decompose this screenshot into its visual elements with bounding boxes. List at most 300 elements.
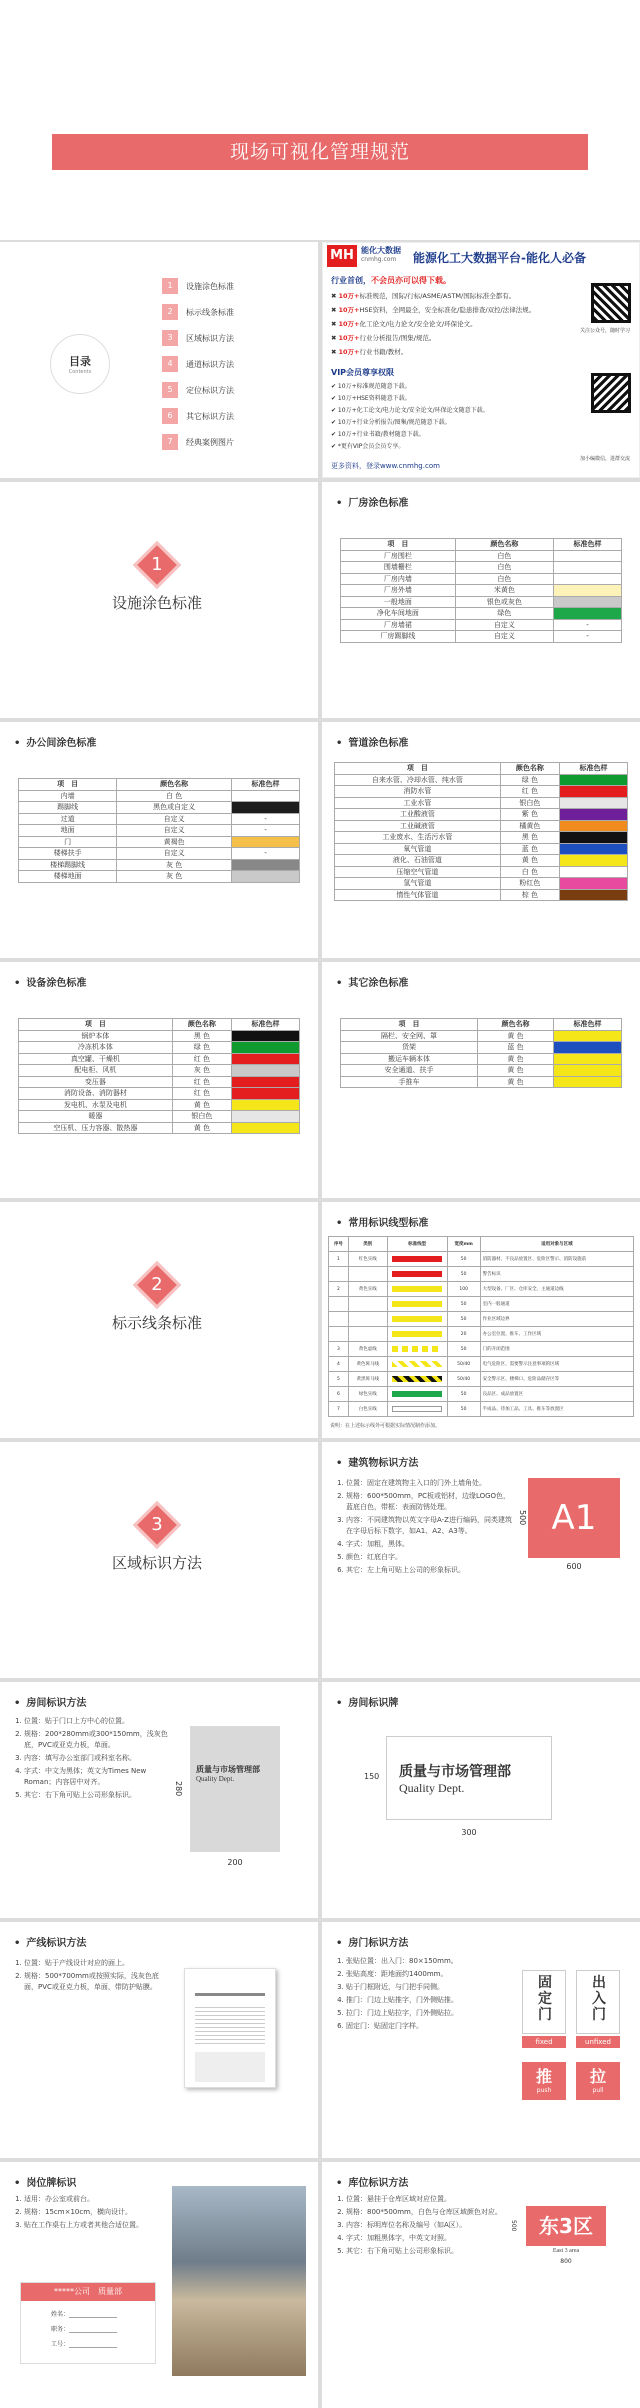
desc-item: 4. 字式：中文为黑体；英文为Times New Roman；内容居中对齐。: [24, 1766, 172, 1788]
desc-item: 2. 张贴高度：距地面约1400mm。: [346, 1969, 514, 1980]
item-cell: 工业碱液管: [335, 820, 501, 832]
desc-item: 2. 规格：200*280mm或300*150mm，浅灰色底，PVC或亚克力板，单面。: [24, 1729, 172, 1751]
item-cell: 围墙栅栏: [341, 562, 456, 574]
other-slide: [322, 962, 640, 1198]
color-name-cell: 黄 色: [477, 1076, 553, 1088]
logo-sub: cnmhg.com: [361, 256, 397, 263]
desc-item: 3. 内容：标明库位名称及编号（如A区）。: [346, 2220, 514, 2231]
door-desc: [334, 1956, 514, 2034]
building-heading: • 建筑物标识方法: [336, 1454, 418, 1469]
other-heading: • 其它涂色标准: [336, 974, 408, 989]
cover-slide: [0, 0, 640, 240]
color-swatch: [232, 859, 300, 871]
divider-slide-2: [0, 1202, 318, 1438]
zone-sign-sub: East 3 area: [552, 2248, 580, 2254]
color-swatch: [560, 843, 628, 855]
divider-3-title: 区域标识方法: [112, 1554, 203, 1572]
line-cell: 3: [329, 1342, 349, 1357]
desc-item: 2. 规格：800*500mm，白色与仓库区域颜色对应。: [346, 2207, 514, 2218]
table-row: [329, 1402, 634, 1417]
line-width-cell: 50: [447, 1342, 480, 1357]
line-sample: [387, 1372, 447, 1387]
table-row: [341, 631, 622, 643]
color-swatch: [560, 866, 628, 878]
post-slide: [0, 2162, 318, 2408]
qr-code-2: [591, 373, 631, 413]
table-row: [341, 550, 622, 562]
zone-sign-width: 800: [560, 2258, 572, 2265]
item-cell: 楼梯地面: [19, 871, 117, 883]
divider-2-number: 2: [151, 1274, 163, 1295]
divider-slide-3: [0, 1442, 318, 1678]
toc-item-number: 2: [162, 304, 178, 320]
line-cell: 黄色虚线: [348, 1342, 387, 1357]
table-row: [329, 1267, 634, 1282]
line-swatch: [392, 1316, 442, 1322]
pipe-heading: • 管道涂色标准: [336, 734, 408, 749]
prodline-slide: [0, 1922, 318, 2158]
table-header: 项 目: [341, 539, 456, 551]
table-row: [335, 878, 628, 890]
color-swatch: [232, 1076, 300, 1088]
color-name-cell: 黄褐色: [117, 836, 232, 848]
item-cell: 惰性气体管道: [335, 889, 501, 901]
item-cell: 空压机、压力容器、散热器: [19, 1122, 173, 1134]
ad-line: ✖ 10万+行业分析报告/图集/规范。: [331, 334, 436, 342]
color-name-cell: 红 色: [500, 786, 559, 798]
color-name-cell: 白色: [455, 550, 553, 562]
zone-heading: • 库位标识方法: [336, 2174, 408, 2189]
table-row: [341, 562, 622, 574]
toc-item-number: 7: [162, 434, 178, 450]
desc-item: 2. 规格：500*700mm或按照实际，浅灰色底面，PVC或亚克力板，单面，带防护贴膜。: [24, 1971, 172, 1993]
color-swatch: [560, 832, 628, 844]
vip-line: ✔ 10万+行业书籍/教材随意下载。: [331, 431, 425, 438]
roomplate-sign: [386, 1736, 552, 1820]
item-cell: 消防水管: [335, 786, 501, 798]
post-card-title: *****公司 质量部: [21, 2283, 155, 2301]
item-cell: 氢气管道: [335, 878, 501, 890]
color-name-cell: 黑色或自定义: [117, 802, 232, 814]
line-sample: [387, 1267, 447, 1282]
divider-2-title: 标示线条标准: [112, 1314, 203, 1332]
color-name-cell: 绿 色: [172, 1042, 231, 1054]
color-name-cell: 蓝 色: [500, 843, 559, 855]
color-swatch: [554, 1042, 622, 1054]
equip-color-table: [18, 1018, 300, 1134]
roomplate-slide: [322, 1682, 640, 1918]
desc-item: 4. 字式：加粗黑体字，中英文对照。: [346, 2233, 514, 2244]
table-header: 类别: [348, 1237, 387, 1252]
line-swatch: [392, 1301, 442, 1307]
line-use-cell: 警告标识: [480, 1267, 633, 1282]
item-cell: 厂房踢脚线: [341, 631, 456, 643]
table-row: [19, 1111, 300, 1123]
table-row: [329, 1282, 634, 1297]
logo-mark: MH: [327, 245, 357, 267]
ad-line: ✖ 10万+标准规范，国际/行标/ASME/ASTM/国际标准全都有。: [331, 292, 516, 300]
line-swatch: [392, 1331, 442, 1337]
equip-slide: [0, 962, 318, 1198]
table-row: [19, 825, 300, 837]
toc-heading-en: Contents: [68, 369, 92, 375]
table-row: [335, 786, 628, 798]
color-name-cell: 白色: [455, 573, 553, 585]
table-header: 标准色样: [560, 763, 628, 775]
line-cell: [348, 1312, 387, 1327]
toc-item-label: 区域标识方法: [186, 334, 234, 343]
item-cell: 暖器: [19, 1111, 173, 1123]
color-swatch: -: [554, 631, 622, 643]
item-cell: 手推车: [341, 1076, 478, 1088]
post-field-id: 工号：________________: [51, 2341, 118, 2348]
table-row: [329, 1327, 634, 1342]
color-swatch: [232, 836, 300, 848]
color-name-cell: 自定义: [117, 848, 232, 860]
toc-item-label: 设施涂色标准: [186, 282, 234, 291]
color-swatch: [560, 809, 628, 821]
color-swatch: -: [232, 848, 300, 860]
item-cell: 净化车间地面: [341, 608, 456, 620]
room-heading: • 房间标识方法: [14, 1694, 86, 1709]
building-sign-width: 600: [566, 1562, 582, 1571]
door-push-en: push: [536, 2087, 552, 2094]
color-swatch: [554, 1030, 622, 1042]
ad-badge: 行业首创，不会员亦可以得下载。: [331, 276, 451, 285]
roomplate-height: 150: [364, 1772, 380, 1781]
table-row: [341, 573, 622, 585]
desc-item: 2. 规格：15cm×10cm，横向设计。: [24, 2207, 162, 2218]
color-name-cell: 米黄色: [455, 585, 553, 597]
table-row: [329, 1297, 634, 1312]
table-row: [19, 813, 300, 825]
item-cell: 压缩空气管道: [335, 866, 501, 878]
color-name-cell: 白 色: [500, 866, 559, 878]
color-name-cell: 银白色: [172, 1111, 231, 1123]
color-swatch: -: [232, 813, 300, 825]
table-header: 标准色样: [554, 1019, 622, 1031]
table-row: [19, 871, 300, 883]
color-name-cell: 银白色: [500, 797, 559, 809]
color-name-cell: 粉红色: [500, 878, 559, 890]
color-name-cell: 自定义: [455, 631, 553, 643]
item-cell: 过道: [19, 813, 117, 825]
color-name-cell: 白色: [455, 562, 553, 574]
table-row: [335, 832, 628, 844]
post-field-name: 姓名：________________: [51, 2311, 118, 2318]
color-swatch: [232, 1111, 300, 1123]
item-cell: 氧气管道: [335, 843, 501, 855]
desc-item: 6. 其它：左上角可贴上公司的形象标识。: [346, 1565, 512, 1576]
office-color-table: [18, 778, 300, 883]
table-row: [335, 820, 628, 832]
desc-item: 3. 贴在工作桌右上方或者其他合适位置。: [24, 2220, 162, 2231]
table-row: [341, 1065, 622, 1077]
line-sample: [387, 1312, 447, 1327]
color-name-cell: 绿色: [455, 608, 553, 620]
line-sample: [387, 1342, 447, 1357]
table-row: [19, 859, 300, 871]
vip-line: ✔ 10万+化工论文/电力论文/安全论文/环保论文随意下载。: [331, 407, 489, 414]
line-swatch: [392, 1346, 442, 1352]
divider-3-number: 3: [151, 1514, 163, 1535]
item-cell: 踢脚线: [19, 802, 117, 814]
zone-sign-height: 500: [510, 2220, 517, 2232]
line-cell: 黄色斑马线: [348, 1357, 387, 1372]
line-cell: [348, 1297, 387, 1312]
color-swatch: [554, 1076, 622, 1088]
door-sign-entry: [576, 1970, 620, 2034]
line-cell: 5: [329, 1372, 349, 1387]
item-cell: 楼梯扶手: [19, 848, 117, 860]
item-cell: 搬运车辆本体: [341, 1053, 478, 1065]
toc-item-number: 3: [162, 330, 178, 346]
line-cell: [348, 1267, 387, 1282]
office-photo: [172, 2186, 306, 2376]
qr-code-1: [591, 283, 631, 323]
line-cell: 绿色实线: [348, 1387, 387, 1402]
toc-heading: 目录: [69, 355, 91, 368]
color-name-cell: 紫 色: [500, 809, 559, 821]
color-name-cell: 黄 色: [172, 1099, 231, 1111]
item-cell: 厂房墙裙: [341, 619, 456, 631]
table-header: 项 目: [341, 1019, 478, 1031]
desc-item: 4. 字式：加粗，黑体。: [346, 1539, 512, 1550]
zone-sign: 东3区: [526, 2206, 606, 2246]
color-name-cell: 银色或灰色: [455, 596, 553, 608]
item-cell: 厂房外墙: [341, 585, 456, 597]
table-row: [19, 1076, 300, 1088]
office-heading: • 办公间涂色标准: [14, 734, 96, 749]
desc-item: 1. 位置：悬挂于仓库区域对应位置。: [346, 2194, 514, 2205]
table-row: [341, 619, 622, 631]
color-name-cell: 红 色: [172, 1088, 231, 1100]
line-cell: 4: [329, 1357, 349, 1372]
item-cell: 地面: [19, 825, 117, 837]
table-header: 项 目: [19, 779, 117, 791]
pipe-slide: [322, 722, 640, 958]
prodline-heading: • 产线标识方法: [14, 1934, 86, 1949]
desc-item: 1. 位置：固定在建筑物主入口的门外上墙角处。: [346, 1478, 512, 1489]
color-name-cell: 黄 色: [172, 1122, 231, 1134]
ad-line: ✖ 10万+化工论文/电力论文/安全论文/环保论文。: [331, 320, 477, 328]
line-width-cell: 20: [447, 1327, 480, 1342]
color-name-cell: 黄 色: [500, 855, 559, 867]
item-cell: 厂房内墙: [341, 573, 456, 585]
color-name-cell: 黑 色: [172, 1030, 231, 1042]
line-width-cell: 50: [447, 1252, 480, 1267]
door-entry-en: unfixed: [576, 2036, 620, 2048]
table-row: [19, 1042, 300, 1054]
line-swatch: [392, 1376, 442, 1382]
color-swatch: [554, 562, 622, 574]
line-use-cell: 电气危险区、需要警示注意事项的区域: [480, 1357, 633, 1372]
lines-note: 说明：在上述标示线外可根据实际情况制作添加。: [330, 1423, 441, 1429]
line-cell: 2: [329, 1282, 349, 1297]
post-field-title: 职务：________________: [51, 2326, 118, 2333]
building-sign-height: 500: [518, 1510, 527, 1526]
line-use-cell: 良品区、成品放置区: [480, 1387, 633, 1402]
logo-text: 能化大数据: [361, 246, 401, 255]
item-cell: 冷冻机本体: [19, 1042, 173, 1054]
color-name-cell: 灰 色: [117, 859, 232, 871]
table-row: [341, 1053, 622, 1065]
color-name-cell: 红 色: [172, 1053, 231, 1065]
item-cell: 工业废水、生活污水管: [335, 832, 501, 844]
color-swatch: [560, 820, 628, 832]
item-cell: 锅炉本体: [19, 1030, 173, 1042]
color-name-cell: 棕 色: [500, 889, 559, 901]
item-cell: 变压器: [19, 1076, 173, 1088]
line-sample: [387, 1282, 447, 1297]
line-cell: [329, 1327, 349, 1342]
vip-line: ✔ 10万+行业分析报告/图集/规范随意下载。: [331, 419, 451, 426]
table-row: [329, 1387, 634, 1402]
color-swatch: [232, 790, 300, 802]
desc-item: 1. 适用：办公室或前台。: [24, 2194, 162, 2205]
office-slide: [0, 722, 318, 958]
desc-item: 4. 推门：门边上贴推字，门外侧贴推。: [346, 1995, 514, 2006]
toc-item-number: 4: [162, 356, 178, 372]
desc-item: 5. 颜色：红底白字。: [346, 1552, 512, 1563]
door-sign-fixed: [522, 1970, 566, 2034]
table-row: [335, 797, 628, 809]
table-header: 适用对象与区域: [480, 1237, 633, 1252]
line-cell: 1: [329, 1252, 349, 1267]
desc-item: 3. 内容：填写办公室部门或科室名称。: [24, 1753, 172, 1764]
door-entry-label: 出入门: [592, 1975, 606, 2023]
line-use-cell: 门的开闭范围: [480, 1342, 633, 1357]
toc-item-number: 6: [162, 408, 178, 424]
item-cell: 真空罐、干燥机: [19, 1053, 173, 1065]
room-plate-title: 质量与市场管理部: [196, 1765, 260, 1774]
building-desc: [334, 1478, 512, 1578]
color-name-cell: 自定义: [455, 619, 553, 631]
room-slide: [0, 1682, 318, 1918]
building-sign: A1: [528, 1478, 620, 1558]
table-row: [341, 1042, 622, 1054]
line-sample: [387, 1252, 447, 1267]
line-sample: [387, 1357, 447, 1372]
ad-title: 能源化工大数据平台-能化人必备: [413, 251, 586, 265]
color-swatch: -: [554, 619, 622, 631]
color-swatch: [560, 878, 628, 890]
color-swatch: [232, 1122, 300, 1134]
door-pull-sign: [576, 2062, 620, 2100]
vip-line: ✔ *更有VIP会员会员专享。: [331, 443, 405, 450]
table-row: [19, 1030, 300, 1042]
color-swatch: [232, 1030, 300, 1042]
building-slide: [322, 1442, 640, 1678]
line-use-cell: 大型设备、厂区、仓库安全、主通道边线: [480, 1282, 633, 1297]
table-row: [329, 1357, 634, 1372]
line-use-cell: 半成品、待加工品、工具、推车等放置区: [480, 1402, 633, 1417]
table-header: 颜色名称: [477, 1019, 553, 1031]
color-name-cell: 白 色: [117, 790, 232, 802]
line-cell: 黄黑斑马线: [348, 1372, 387, 1387]
ad-more: 更多资料，登录www.cnmhg.com: [331, 462, 440, 470]
door-slide: [322, 1922, 640, 2158]
divider-1-title: 设施涂色标准: [112, 594, 203, 612]
table-row: [341, 1030, 622, 1042]
item-cell: 内墙: [19, 790, 117, 802]
toc-item-label: 标示线条标准: [186, 308, 234, 317]
door-heading: • 房门标识方法: [336, 1934, 408, 1949]
desc-item: 2. 规格：600*500mm，PC板或铝材，边缘LOGO色，蓝底白色，带框：表面防锈处理。: [346, 1491, 512, 1513]
divider-slide-1: [0, 482, 318, 718]
desc-item: 5. 其它：右下角可贴上公司形象标识。: [24, 1790, 172, 1801]
color-name-cell: 灰 色: [172, 1065, 231, 1077]
vip-title: VIP会员尊享权限: [331, 368, 395, 377]
qr2-caption: 加小编微信，进群交流: [579, 456, 630, 462]
desc-item: 1. 位置：贴于门口上方中心的位置。: [24, 1716, 172, 1727]
toc-item-label: 通道标识方法: [186, 360, 234, 369]
line-cell: 6: [329, 1387, 349, 1402]
line-swatch: [392, 1271, 442, 1277]
door-fixed-en: fixed: [522, 2036, 566, 2048]
table-header: 序号: [329, 1237, 349, 1252]
table-header: 宽度mm: [447, 1237, 480, 1252]
post-heading: • 岗位牌标识: [14, 2174, 76, 2189]
table-header: 颜色名称: [455, 539, 553, 551]
table-row: [329, 1252, 634, 1267]
line-use-cell: 安全警示区、楼梯口、危险品储存区等: [480, 1372, 633, 1387]
room-plate: [190, 1726, 280, 1852]
table-row: [329, 1342, 634, 1357]
table-row: [335, 889, 628, 901]
item-cell: 厂房围栏: [341, 550, 456, 562]
line-cell: 红色实线: [348, 1252, 387, 1267]
factory-color-table: [340, 538, 622, 643]
table-header: 项 目: [19, 1019, 173, 1031]
table-row: [335, 866, 628, 878]
color-swatch: [232, 1065, 300, 1077]
item-cell: 液化、石油管道: [335, 855, 501, 867]
color-swatch: [232, 802, 300, 814]
vip-line: ✔ 10万+标准规范随意下载。: [331, 383, 411, 390]
line-cell: 黄色实线: [348, 1282, 387, 1297]
desc-item: 5. 拉门：门边上贴拉字，门外侧贴拉。: [346, 2008, 514, 2019]
desc-item: 6. 固定门：贴固定门字样。: [346, 2021, 514, 2032]
line-cell: [329, 1312, 349, 1327]
cover-title: 现场可视化管理规范: [52, 134, 588, 170]
line-width-cell: 50: [447, 1312, 480, 1327]
line-swatch: [392, 1256, 442, 1262]
color-name-cell: 黄 色: [477, 1065, 553, 1077]
equip-heading: • 设备涂色标准: [14, 974, 86, 989]
zone-desc: [334, 2194, 514, 2259]
line-cell: [329, 1267, 349, 1282]
table-header: 颜色名称: [117, 779, 232, 791]
line-width-cell: 50: [447, 1387, 480, 1402]
desc-item: 3. 贴于门框附近，与门把手同侧。: [346, 1982, 514, 1993]
toc-item-number: 5: [162, 382, 178, 398]
toc-item-number: 1: [162, 278, 178, 294]
roomplate-width: 300: [461, 1828, 477, 1837]
lines-slide: [322, 1202, 640, 1438]
line-cell: [348, 1327, 387, 1342]
color-swatch: [560, 797, 628, 809]
line-sample: [387, 1327, 447, 1342]
table-header: 标准色样: [554, 539, 622, 551]
line-use-cell: 作业区域边界: [480, 1312, 633, 1327]
factory-slide: [322, 482, 640, 718]
prodline-desc: [12, 1958, 172, 1995]
table-header: 颜色名称: [500, 763, 559, 775]
desc-item: 1. 位置：贴于产线设计对应的面上。: [24, 1958, 172, 1969]
item-cell: 门: [19, 836, 117, 848]
color-swatch: [232, 871, 300, 883]
